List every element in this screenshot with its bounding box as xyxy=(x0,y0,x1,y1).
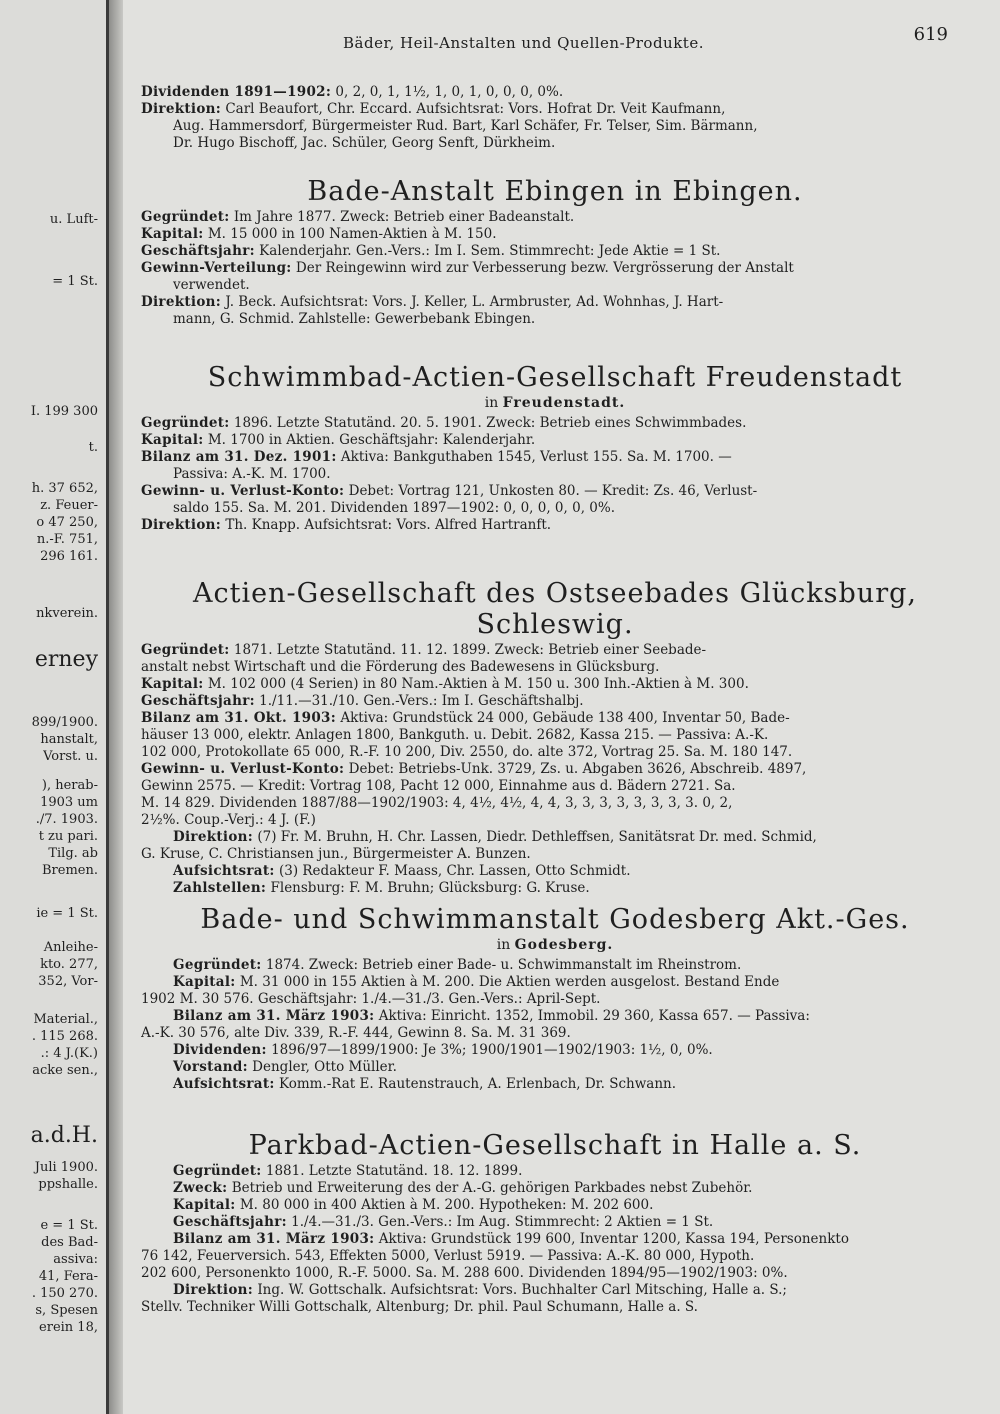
entry-line xyxy=(141,693,969,710)
field-text: Carl Beaufort, Chr. Eccard. Aufsichtsrat: Vors. Hofrat Dr. Veit Kaufmann, xyxy=(221,101,726,117)
field-text: Der Reingewinn wird zur Verbesserung bezw. Vergrösserung der Anstalt xyxy=(291,260,794,276)
entry-line xyxy=(141,744,969,761)
field-text: Th. Knapp. Aufsichtsrat: Vors. Alfred Hartranft. xyxy=(221,517,552,533)
field-text: Dengler, Otto Müller. xyxy=(247,1059,397,1075)
entry-line xyxy=(141,1265,969,1282)
field-text: M. 102 000 (4 Serien) in 80 Nam.-Aktien à M. 150 u. 300 Inh.-Aktien à M. 300. xyxy=(203,676,749,692)
entry-line xyxy=(141,415,969,432)
field-text: 1881. Letzte Statutänd. 18. 12. 1899. xyxy=(261,1163,523,1179)
entry-line xyxy=(141,277,969,294)
left-fragment-text: hanstalt, xyxy=(40,732,98,747)
field-label: Gegründet: xyxy=(141,415,230,431)
field-text: 1871. Letzte Statutänd. 11. 12. 1899. Zweck: Betrieb einer Seebade- xyxy=(229,642,707,658)
field-label: Geschäftsjahr: xyxy=(141,243,255,259)
field-text: Aktiva: Grundstück 24 000, Gebäude 138 400, Inventar 50, Bade- xyxy=(336,710,790,726)
entry-line xyxy=(141,1197,969,1214)
field-label: Gegründet: xyxy=(141,209,230,225)
field-text: Passiva: A.-K. M. 1700. xyxy=(173,466,331,482)
page-number: 619 xyxy=(913,24,948,45)
field-text: 1902 M. 30 576. Geschäftsjahr: 1./4.—31./3. Gen.-Vers.: April-Sept. xyxy=(141,991,601,1007)
field-text: M. 14 829. Dividenden 1887/88—1902/1903: 4, 4½, 4½, 4, 4, 3, 3, 3, 3, 3, 3, 3, 3. 0, 2, xyxy=(141,795,733,811)
field-text: 1./4.—31./3. Gen.-Vers.: Im Aug. Stimmrecht: 2 Aktien = 1 St. xyxy=(286,1214,714,1230)
entry-line xyxy=(141,659,969,676)
entry-line xyxy=(141,432,969,449)
entry-line xyxy=(141,676,969,693)
entry-line xyxy=(141,710,969,727)
entry-line xyxy=(141,311,969,328)
entry-line xyxy=(141,517,969,534)
field-text: Debet: Betriebs-Unk. 3729, Zs. u. Abgaben 3626, Abschreib. 4897, xyxy=(344,761,807,777)
entry-line xyxy=(141,260,969,277)
field-label: Gegründet: xyxy=(173,1163,262,1179)
field-text: M. 1700 in Aktien. Geschäftsjahr: Kalenderjahr. xyxy=(203,432,536,448)
left-fragment-text: a.d.H. xyxy=(30,1123,98,1148)
field-text: 1874. Zweck: Betrieb einer Bade- u. Schwimmanstalt im Rheinstrom. xyxy=(261,957,742,973)
entry-title: Schwimmbad-Actien-Gesellschaft Freudenstadt xyxy=(207,362,903,393)
field-label: Direktion: xyxy=(141,517,222,533)
field-text: anstalt nebst Wirtschaft und die Förderung des Badewesens in Glücksburg. xyxy=(141,659,660,675)
field-text: Gewinn 2575. — Kredit: Vortrag 108, Pacht 12 000, Einnahme aus d. Bädern 2721. Sa. xyxy=(141,778,736,794)
field-text: Aktiva: Grundstück 199 600, Inventar 1200, Kassa 194, Personenkto xyxy=(374,1231,849,1247)
left-fragment-text: Juli 1900. xyxy=(34,1160,98,1175)
entry-line xyxy=(141,761,969,778)
field-label: Gewinn-Verteilung: xyxy=(141,260,292,276)
field-label: Kapital: xyxy=(173,974,236,990)
entry-line xyxy=(141,727,969,744)
left-fragment-text: Material., xyxy=(33,1012,98,1027)
field-text: Stellv. Techniker Willi Gottschalk, Altenburg; Dr. phil. Paul Schumann, Halle a. S. xyxy=(141,1299,698,1315)
entry-line xyxy=(141,829,969,846)
entry-line xyxy=(141,1163,969,1180)
entry-title: Parkbad-Actien-Gesellschaft in Halle a. S. xyxy=(248,1130,862,1161)
left-fragment-text: e = 1 St. xyxy=(40,1218,98,1233)
field-text: Aug. Hammersdorf, Bürgermeister Rud. Bart, Karl Schäfer, Fr. Telser, Sim. Bärmann, xyxy=(173,118,758,134)
entry-line xyxy=(141,294,969,311)
entry-line xyxy=(141,812,969,829)
field-label: Dividenden: xyxy=(173,1042,267,1058)
left-fragment-text: t. xyxy=(88,440,98,455)
field-text: 1896. Letzte Statutänd. 20. 5. 1901. Zweck: Betrieb eines Schwimmbades. xyxy=(229,415,747,431)
field-label: Aufsichtsrat: xyxy=(173,1076,275,1092)
field-label: Direktion: xyxy=(141,101,222,117)
left-fragment-text: assiva: xyxy=(53,1252,98,1267)
entry-line xyxy=(141,795,969,812)
field-label: Gegründet: xyxy=(141,642,230,658)
entry-line xyxy=(141,118,969,135)
field-label: Bilanz am 31. Okt. 1903: xyxy=(141,710,337,726)
entry-line xyxy=(141,846,969,863)
entry-line xyxy=(141,466,969,483)
entry-line xyxy=(141,778,969,795)
entry-line xyxy=(141,101,969,118)
left-fragment-text: Vorst. u. xyxy=(43,749,98,764)
field-label: Dividenden 1891—1902: xyxy=(141,84,332,100)
field-text: 0, 2, 0, 1, 1½, 1, 0, 1, 0, 0, 0, 0%. xyxy=(331,84,564,100)
field-label: Bilanz am 31. März 1903: xyxy=(173,1231,375,1247)
field-label: Kapital: xyxy=(141,432,204,448)
field-text: 102 000, Protokollate 65 000, R.-F. 10 200, Div. 2550, do. alte 372, Vortrag 25. Sa. M. 180 147. xyxy=(141,744,793,760)
entry-line xyxy=(141,1248,969,1265)
field-text: 1./11.—31./10. Gen.-Vers.: Im I. Geschäftshalbj. xyxy=(254,693,584,709)
field-text: M. 80 000 in 400 Aktien à M. 200. Hypotheken: M. 202 600. xyxy=(235,1197,654,1213)
field-label: Kapital: xyxy=(141,676,204,692)
entry-line xyxy=(141,135,969,152)
field-label: Gewinn- u. Verlust-Konto: xyxy=(141,761,345,777)
entry-line xyxy=(141,1059,969,1076)
entry-title: Bade- und Schwimmanstalt Godesberg Akt.-Ges. xyxy=(200,904,910,935)
field-text: (7) Fr. M. Bruhn, H. Chr. Lassen, Diedr. Dethleffsen, Sanitätsrat Dr. med. Schmid, xyxy=(253,829,817,845)
field-text: Ing. W. Gottschalk. Aufsichtsrat: Vors. Buchhalter Carl Mitsching, Halle a. S.; xyxy=(253,1282,787,1298)
entry-location-name: Freudenstadt. xyxy=(502,395,626,411)
field-text: Betrieb und Erweiterung des der A.-G. gehörigen Parkbades nebst Zubehör. xyxy=(227,1180,753,1196)
field-label: Zweck: xyxy=(173,1180,228,1196)
entry-line xyxy=(141,642,969,659)
left-fragment-text: erney xyxy=(34,647,98,672)
entry-line xyxy=(141,957,969,974)
field-text: A.-K. 30 576, alte Div. 339, R.-F. 444, Gewinn 8. Sa. M. 31 369. xyxy=(141,1025,571,1041)
left-fragment-text: . 115 268. xyxy=(31,1029,98,1044)
company-entry xyxy=(141,904,969,1093)
left-fragment-text: Anleihe- xyxy=(43,940,98,955)
entry-location-name: Godesberg. xyxy=(514,937,614,953)
left-fragment-text: I. 199 300 xyxy=(30,404,98,419)
entry-line xyxy=(141,226,969,243)
left-fragment-text: z. Feuer- xyxy=(40,498,98,513)
field-label: Kapital: xyxy=(173,1197,236,1213)
left-fragment-text: o 47 250, xyxy=(36,515,98,530)
field-label: Geschäftsjahr: xyxy=(141,693,255,709)
field-text: Kalenderjahr. Gen.-Vers.: Im I. Sem. Stimmrecht: Jede Aktie = 1 St. xyxy=(254,243,721,259)
company-entry xyxy=(141,84,969,152)
field-label: Direktion: xyxy=(173,829,254,845)
entry-line xyxy=(141,974,969,991)
left-fragment-text: 296 161. xyxy=(40,549,98,564)
book-gutter xyxy=(109,0,123,1414)
field-text: 76 142, Feuerversich. 543, Effekten 5000, Verlust 5919. — Passiva: A.-K. 80 000, Hypoth. xyxy=(141,1248,755,1264)
field-label: Geschäftsjahr: xyxy=(173,1214,287,1230)
company-entry xyxy=(141,578,969,897)
entry-line xyxy=(141,1180,969,1197)
entry-line xyxy=(141,1076,969,1093)
left-fragment-text: nkverein. xyxy=(36,606,98,621)
left-fragment-text: ppshalle. xyxy=(38,1177,98,1192)
entry-line xyxy=(141,449,969,466)
field-text: mann, G. Schmid. Zahlstelle: Gewerbebank Ebingen. xyxy=(173,311,536,327)
left-fragment-text: .: 4 J.(K.) xyxy=(40,1046,98,1061)
field-text: Flensburg: F. M. Bruhn; Glücksburg: G. Kruse. xyxy=(266,880,590,896)
left-fragment-text: kto. 277, xyxy=(40,957,98,972)
entry-location xyxy=(141,937,969,953)
left-fragment-text: 41, Fera- xyxy=(38,1269,98,1284)
left-fragment-text: ), herab- xyxy=(41,778,98,793)
entry-line xyxy=(141,880,969,897)
entry-line xyxy=(141,1025,969,1042)
entry-line xyxy=(141,500,969,517)
entry-line xyxy=(141,863,969,880)
field-text: 202 600, Personenkto 1000, R.-F. 5000. Sa. M. 288 600. Dividenden 1894/95—1902/1903: 0%. xyxy=(141,1265,788,1281)
field-text: Aktiva: Bankguthaben 1545, Verlust 155. Sa. M. 1700. — xyxy=(336,449,732,465)
left-fragment-text: Tilg. ab xyxy=(48,846,98,861)
entry-location-prefix: in xyxy=(496,937,515,953)
field-text: 1896/97—1899/1900: Je 3%; 1900/1901—1902/1903: 1½, 0, 0%. xyxy=(266,1042,713,1058)
entry-location-prefix: in xyxy=(484,395,503,411)
field-label: Aufsichtsrat: xyxy=(173,863,275,879)
field-text: Komm.-Rat E. Rautenstrauch, A. Erlenbach, Dr. Schwann. xyxy=(274,1076,677,1092)
field-text: Debet: Vortrag 121, Unkosten 80. — Kredit: Zs. 46, Verlust- xyxy=(344,483,758,499)
field-text: Aktiva: Einricht. 1352, Immobil. 29 360, Kassa 657. — Passiva: xyxy=(374,1008,810,1024)
left-fragment-text: 899/1900. xyxy=(31,715,98,730)
field-label: Direktion: xyxy=(173,1282,254,1298)
field-label: Direktion: xyxy=(141,294,222,310)
left-fragment-text: = 1 St. xyxy=(52,274,98,289)
entry-line xyxy=(141,1231,969,1248)
left-fragment-text: 1903 um xyxy=(40,795,98,810)
running-head: Bäder, Heil-Anstalten und Quellen-Produkte. xyxy=(343,34,704,52)
field-text: saldo 155. Sa. M. 201. Dividenden 1897—1902: 0, 0, 0, 0, 0, 0%. xyxy=(173,500,615,516)
entry-line xyxy=(141,1282,969,1299)
company-entry xyxy=(141,176,969,328)
field-text: M. 15 000 in 100 Namen-Aktien à M. 150. xyxy=(203,226,497,242)
field-label: Bilanz am 31. Dez. 1901: xyxy=(141,449,337,465)
left-fragment-text: erein 18, xyxy=(39,1320,98,1335)
left-fragment-text: ie = 1 St. xyxy=(36,906,98,921)
left-fragment-text: h. 37 652, xyxy=(31,481,98,496)
left-page-fragment xyxy=(0,0,109,1414)
entry-line xyxy=(141,1008,969,1025)
entry-line xyxy=(141,1299,969,1316)
left-fragment-text: . 150 270. xyxy=(31,1286,98,1301)
field-label: Vorstand: xyxy=(173,1059,248,1075)
entry-line xyxy=(141,1214,969,1231)
left-fragment-text: 352, Vor- xyxy=(38,974,98,989)
entry-line xyxy=(141,1042,969,1059)
field-text: Dr. Hugo Bischoff, Jac. Schüler, Georg Senft, Dürkheim. xyxy=(173,135,556,151)
field-text: M. 31 000 in 155 Aktien à M. 200. Die Aktien werden ausgelost. Bestand Ende xyxy=(235,974,780,990)
left-fragment-text: t zu pari. xyxy=(38,829,98,844)
entry-title: Bade-Anstalt Ebingen in Ebingen. xyxy=(307,176,803,207)
left-fragment-text: ./7. 1903. xyxy=(35,812,98,827)
field-label: Kapital: xyxy=(141,226,204,242)
field-label: Gewinn- u. Verlust-Konto: xyxy=(141,483,345,499)
left-fragment-text: des Bad- xyxy=(41,1235,98,1250)
entry-title: Actien-Gesellschaft des Ostseebades Glücksburg, Schleswig. xyxy=(193,578,917,640)
left-fragment-text: Bremen. xyxy=(42,863,98,878)
field-text: J. Beck. Aufsichtsrat: Vors. J. Keller, L. Armbruster, Ad. Wohnhas, J. Hart- xyxy=(221,294,724,310)
entry-line xyxy=(141,991,969,1008)
field-label: Zahlstellen: xyxy=(173,880,267,896)
field-text: verwendet. xyxy=(173,277,250,293)
field-text: 2½%. Coup.-Verj.: 4 J. (F.) xyxy=(141,812,316,828)
left-fragment-text: u. Luft- xyxy=(49,212,98,227)
company-entry xyxy=(141,1130,969,1316)
entry-line xyxy=(141,243,969,260)
entry-line xyxy=(141,209,969,226)
field-text: häuser 13 000, elektr. Anlagen 1800, Bankguth. u. Debit. 2682, Kassa 215. — Passiva: A.-K. xyxy=(141,727,769,743)
field-text: G. Kruse, C. Christiansen jun., Bürgermeister A. Bunzen. xyxy=(141,846,531,862)
field-label: Gegründet: xyxy=(173,957,262,973)
left-fragment-text: n.-F. 751, xyxy=(36,532,98,547)
book-page xyxy=(123,0,1000,1414)
entry-location xyxy=(141,395,969,411)
left-fragment-text: s, Spesen xyxy=(35,1303,98,1318)
entry-line xyxy=(141,84,969,101)
company-entry xyxy=(141,362,969,534)
field-text: (3) Redakteur F. Maass, Chr. Lassen, Otto Schmidt. xyxy=(274,863,631,879)
field-label: Bilanz am 31. März 1903: xyxy=(173,1008,375,1024)
entry-line xyxy=(141,483,969,500)
left-fragment-text: acke sen., xyxy=(32,1063,98,1078)
field-text: Im Jahre 1877. Zweck: Betrieb einer Badeanstalt. xyxy=(229,209,575,225)
